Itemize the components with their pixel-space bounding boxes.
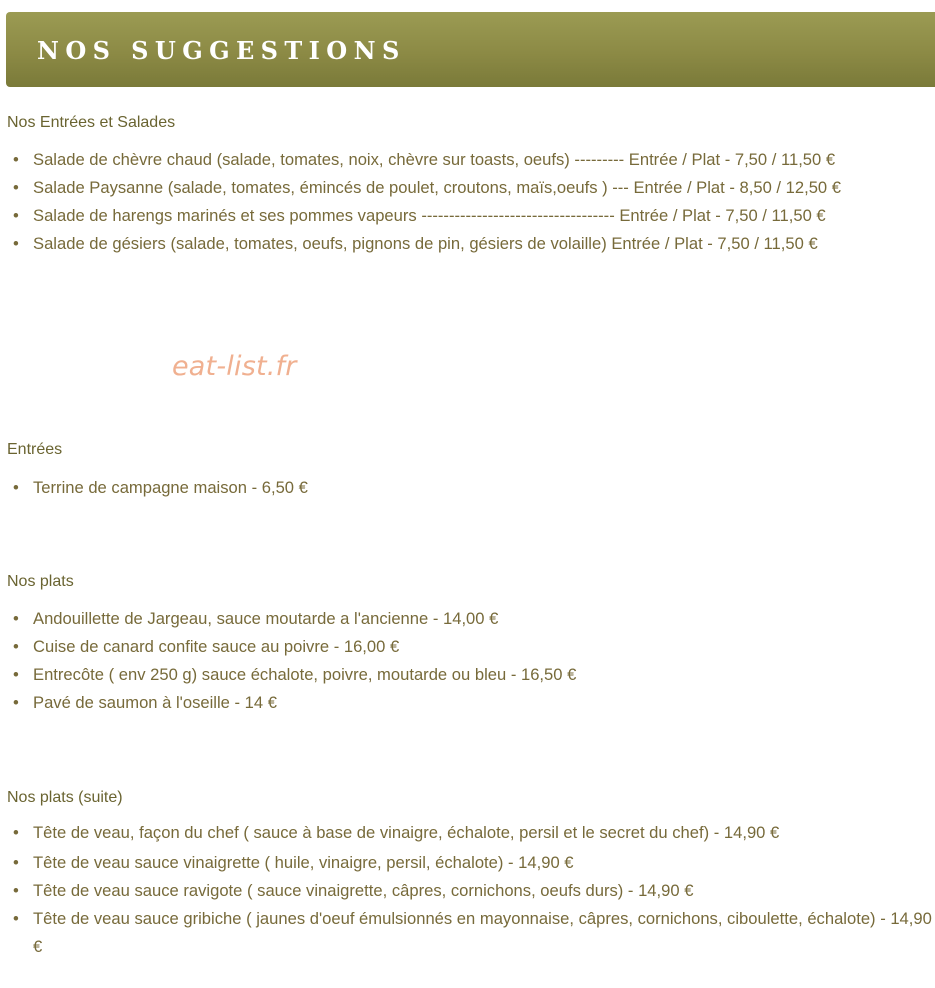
list-item: • Cuise de canard confite sauce au poivre - 16,00 €	[0, 633, 935, 661]
list-item: • Entrecôte ( env 250 g) sauce échalote, poivre, moutarde ou bleu - 16,50 €	[0, 661, 935, 689]
list-item: • Pavé de saumon à l'oseille - 14 €	[0, 689, 935, 717]
bullet-icon: •	[13, 609, 19, 628]
list-item: • Andouillette de Jargeau, sauce moutarde a l'ancienne - 14,00 €	[0, 605, 935, 633]
section-banner	[6, 12, 935, 87]
section-heading-plats-suite: Nos plats (suite)	[7, 789, 123, 806]
menu-list-plats	[0, 605, 935, 717]
menu-list-entrees-salades	[0, 146, 935, 258]
bullet-icon: •	[13, 206, 19, 225]
menu-list-entrees	[0, 474, 935, 502]
bullet-icon: •	[13, 881, 19, 900]
bullet-icon: •	[13, 150, 19, 169]
bullet-icon: •	[13, 478, 19, 497]
watermark: eat-list.fr	[172, 351, 297, 382]
bullet-icon: •	[13, 637, 19, 656]
list-item: • Terrine de campagne maison - 6,50 €	[0, 474, 935, 502]
section-heading-entrees: Entrées	[7, 441, 63, 458]
list-item: • Salade Paysanne (salade, tomates, émincés de poulet, croutons, maïs,oeufs ) --- Entrée / Plat - 8,50 / 12,50 €	[0, 174, 935, 202]
bullet-icon: •	[13, 909, 19, 928]
list-item: • Salade de chèvre chaud (salade, tomates, noix, chèvre sur toasts, oeufs) --------- Entrée / Plat - 7,50 / 11,50 €	[0, 146, 935, 174]
bullet-icon: •	[13, 853, 19, 872]
section-heading-plats: Nos plats	[7, 573, 74, 590]
list-item: • Tête de veau sauce vinaigrette ( huile, vinaigre, persil, échalote) - 14,90 €	[0, 849, 935, 877]
menu-list-plats-suite	[0, 819, 935, 961]
bullet-icon: •	[13, 234, 19, 253]
bullet-icon: •	[13, 823, 19, 842]
bullet-icon: •	[13, 665, 19, 684]
bullet-icon: •	[13, 178, 19, 197]
list-item: • Tête de veau sauce ravigote ( sauce vinaigrette, câpres, cornichons, oeufs durs) - 14,90 €	[0, 877, 935, 905]
list-item: • Tête de veau, façon du chef ( sauce à base de vinaigre, échalote, persil et le secret du chef) - 14,90 €	[0, 819, 935, 847]
bullet-icon: •	[13, 693, 19, 712]
section-heading-entrees-salades: Nos Entrées et Salades	[7, 114, 176, 131]
list-item: • Salade de gésiers (salade, tomates, oeufs, pignons de pin, gésiers de volaille) Entrée / Plat - 7,50 / 11,50 €	[0, 230, 935, 258]
list-item: • Salade de harengs marinés et ses pommes vapeurs ----------------------------------- Entrée / Plat - 7,50 / 11,50 €	[0, 202, 935, 230]
list-item: • Tête de veau sauce gribiche ( jaunes d'oeuf émulsionnés en mayonnaise, câpres, cornichons, ciboulette, échalote) - 14,90 €	[0, 905, 935, 961]
banner-title: NOS SUGGESTIONS	[37, 36, 406, 65]
